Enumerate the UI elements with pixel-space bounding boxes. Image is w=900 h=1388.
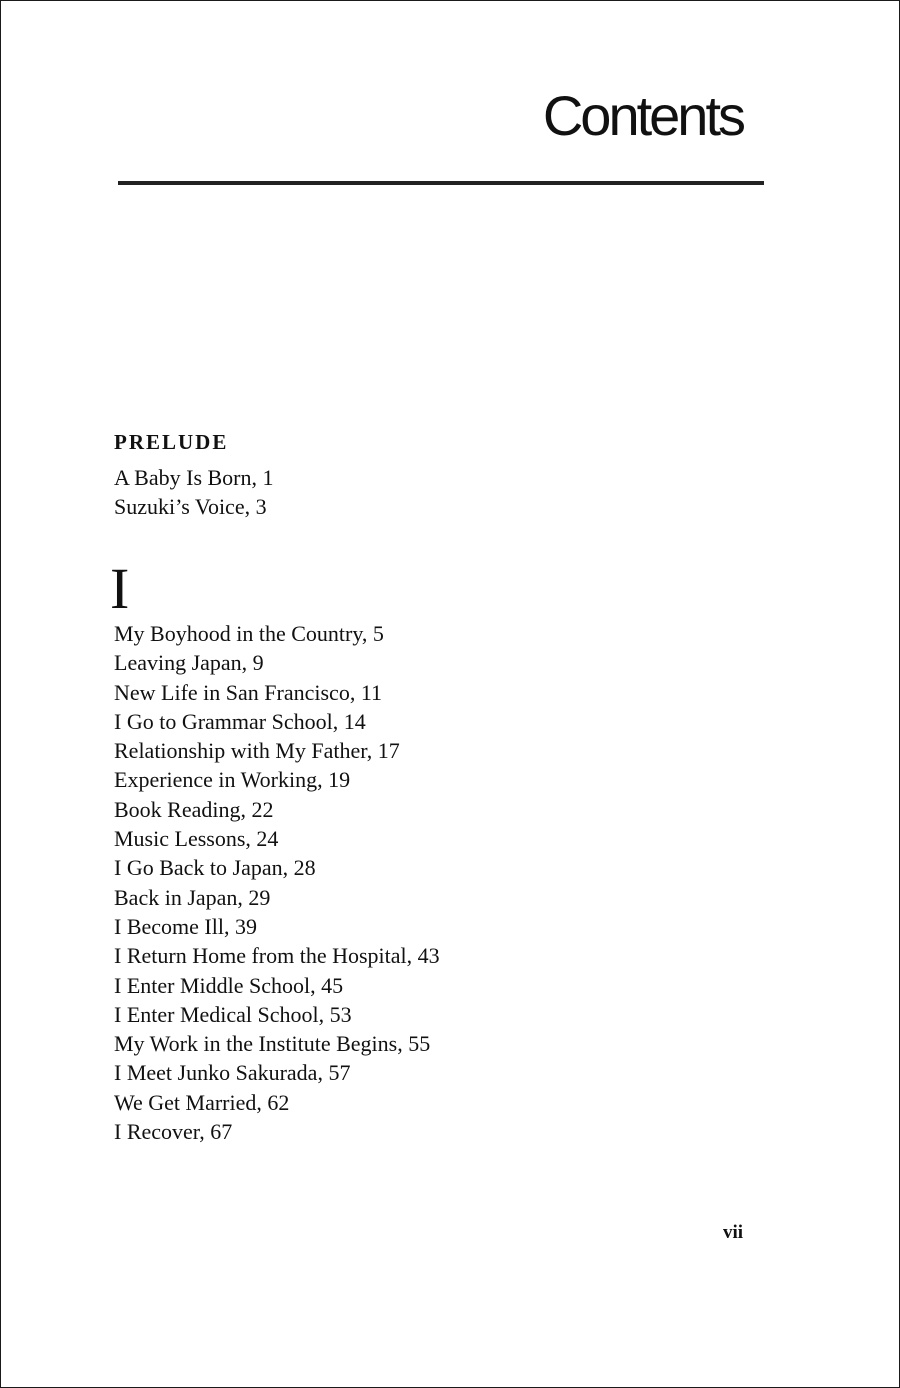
toc-entry: Relationship with My Father, 17 — [114, 738, 400, 764]
toc-entry: I Return Home from the Hospital, 43 — [114, 943, 440, 969]
toc-entry: Suzuki’s Voice, 3 — [114, 494, 267, 520]
toc-entry: A Baby Is Born, 1 — [114, 465, 274, 490]
toc-entry: I Go Back to Japan, 28 — [114, 855, 316, 881]
toc-entry: I Meet Junko Sakurada, 57 — [114, 1060, 351, 1086]
toc-entry: My Boyhood in the Country, 5 — [114, 621, 384, 646]
page-number: vii — [722, 1222, 743, 1243]
toc-entry: I Go to Grammar School, 14 — [114, 708, 366, 734]
toc-entry: Music Lessons, 24 — [114, 826, 279, 852]
toc-entry: We Get Married, 62 — [114, 1089, 290, 1115]
toc-entry: I Enter Middle School, 45 — [114, 972, 344, 998]
toc-entry: Book Reading, 22 — [114, 796, 274, 822]
toc-entry: I Recover, 67 — [114, 1119, 233, 1145]
part-numeral: I — [110, 556, 130, 621]
toc-entry: My Work in the Institute Begins, 55 — [114, 1031, 431, 1057]
title-rule — [118, 181, 764, 185]
toc-entry: Experience in Working, 19 — [114, 767, 351, 793]
prelude-entries — [114, 463, 274, 522]
toc-entry: I Become Ill, 39 — [114, 913, 257, 939]
part1-entries — [114, 619, 440, 1146]
toc-entry: I Enter Medical School, 53 — [114, 1001, 352, 1027]
toc-entry: Leaving Japan, 9 — [114, 650, 264, 676]
toc-entry: Back in Japan, 29 — [114, 884, 271, 910]
prelude-heading: PRELUDE — [114, 430, 229, 454]
toc-entry: New Life in San Francisco, 11 — [114, 679, 383, 705]
page-title: Contents — [542, 84, 743, 147]
